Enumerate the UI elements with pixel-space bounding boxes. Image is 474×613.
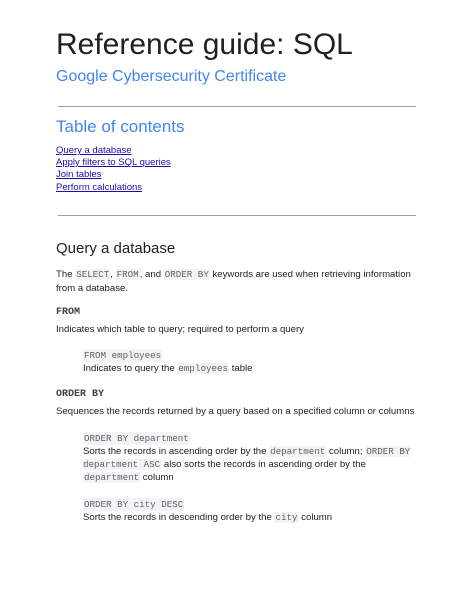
order-by-example-1 <box>83 432 413 484</box>
table-of-contents <box>56 145 171 194</box>
text: The <box>56 269 76 280</box>
keyword-heading-from: FROM <box>56 307 81 318</box>
order-by-description: Sequences the records returned by a query based on a specified column or columns <box>56 406 415 417</box>
toc-item <box>56 182 171 194</box>
divider <box>58 215 416 216</box>
text: , <box>110 269 116 280</box>
example-code: FROM employees <box>84 350 162 361</box>
text: table <box>229 363 253 374</box>
toc-link-query-database[interactable]: Query a database <box>56 145 132 156</box>
toc-heading: Table of contents <box>56 117 185 136</box>
toc-link-join-tables[interactable]: Join tables <box>56 169 102 181</box>
code-city: city <box>275 512 298 523</box>
document-title: Reference guide: SQL <box>56 28 353 61</box>
toc-item <box>56 157 171 169</box>
example-code: ORDER BY city DESC <box>84 499 184 510</box>
text: keywords are used when retrieving information from a database. <box>56 269 411 294</box>
code-order-by: ORDER BY <box>164 269 209 280</box>
toc-item <box>56 169 171 181</box>
code-employees: employees <box>178 363 229 374</box>
text: column <box>298 512 333 523</box>
section-heading: Query a database <box>56 240 176 257</box>
text: , and <box>139 269 164 280</box>
from-example <box>83 349 423 375</box>
code-department: department <box>84 472 140 483</box>
toc-item <box>56 145 171 157</box>
toc-link-perform-calculations[interactable]: Perform calculations <box>56 181 143 193</box>
example-code: ORDER BY department <box>84 433 189 444</box>
code-order-by-department-asc: ORDER BY department ASC <box>83 446 411 470</box>
from-description: Indicates which table to query; required to perform a query <box>56 324 304 335</box>
keyword-heading-order-by: ORDER BY <box>56 389 105 400</box>
code-department: department <box>270 446 326 457</box>
document-subtitle: Google Cybersecurity Certificate <box>56 68 287 85</box>
intro-paragraph <box>56 268 416 296</box>
text: Indicates to query the <box>83 363 178 374</box>
code-from: FROM <box>116 269 139 280</box>
text: Sorts the records in ascending order by the <box>83 446 270 457</box>
toc-link-apply-filters[interactable]: Apply filters to SQL queries <box>56 157 171 169</box>
order-by-example-2 <box>83 498 413 524</box>
text: column <box>140 472 174 483</box>
divider <box>58 106 416 107</box>
text: Sorts the records in descending order by the <box>83 512 275 523</box>
text: column; <box>326 446 366 457</box>
text: also sorts the records in ascending order by the <box>161 459 366 470</box>
code-select: SELECT <box>76 269 110 280</box>
